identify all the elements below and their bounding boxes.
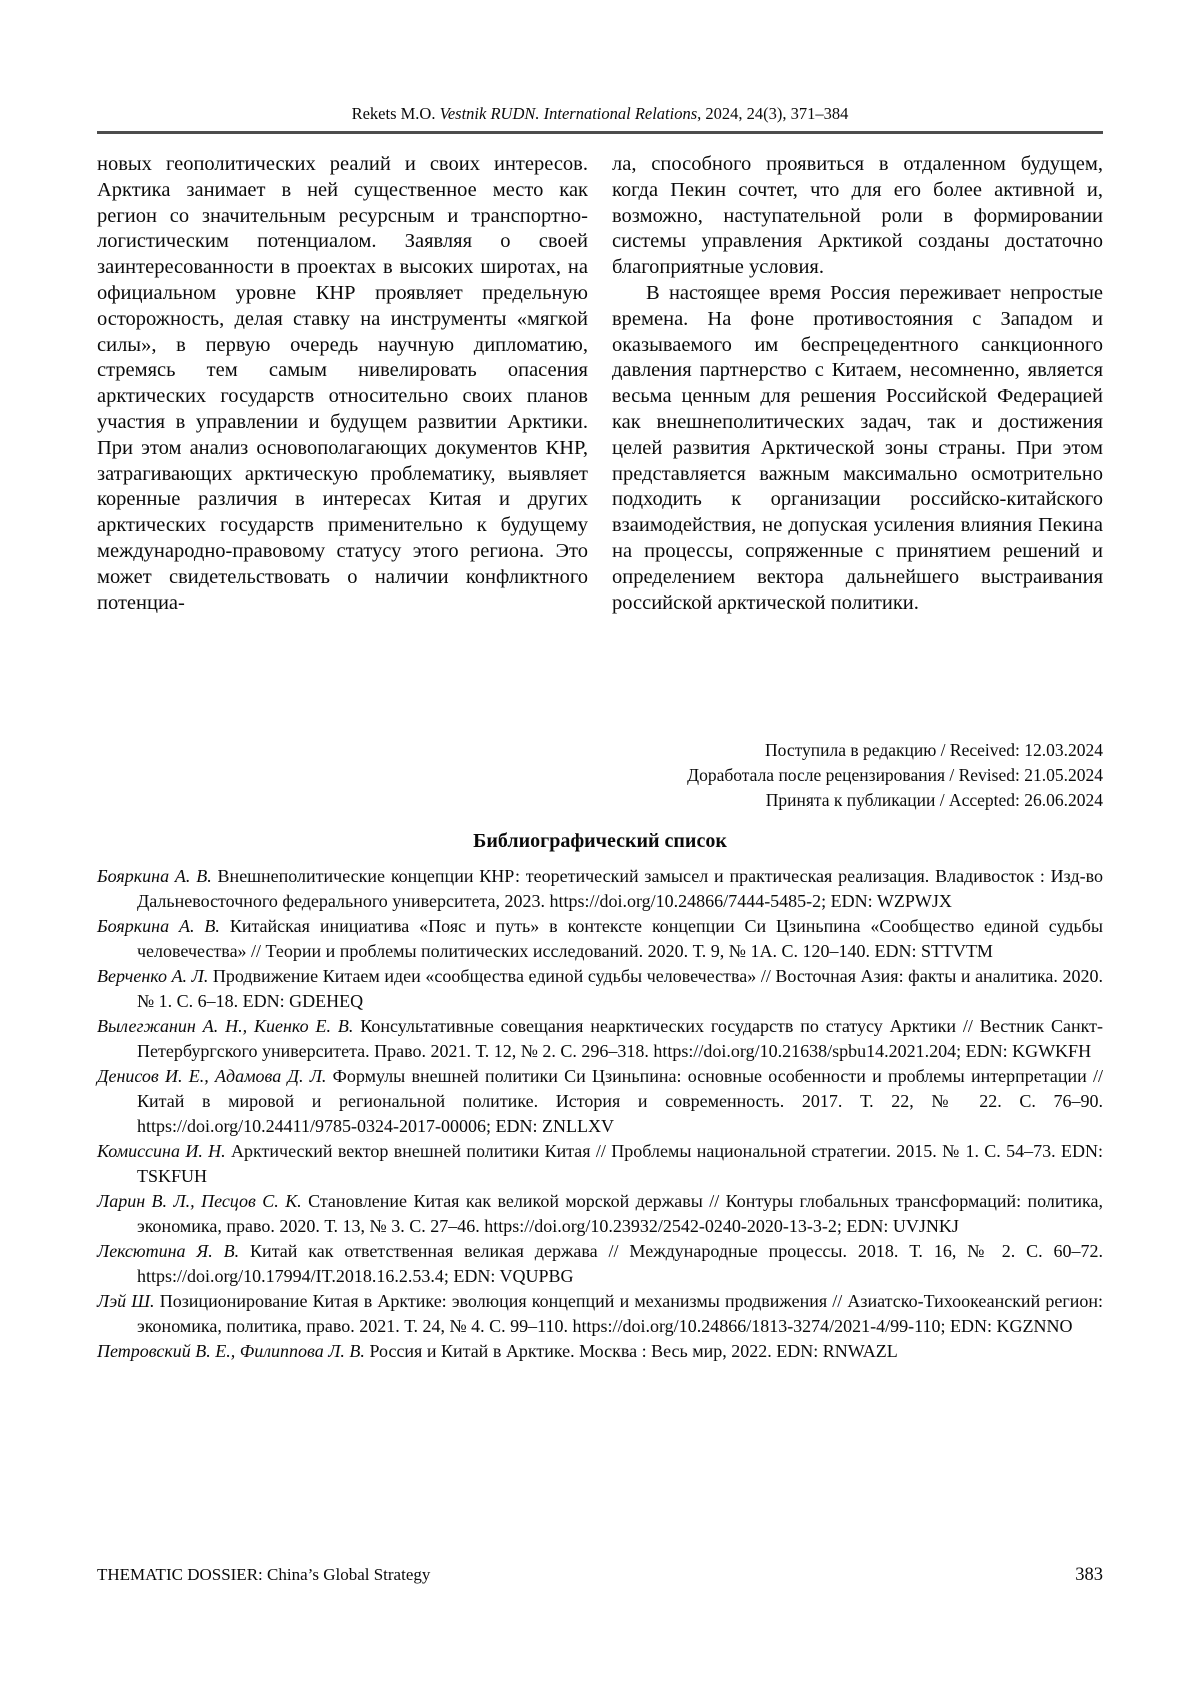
revised-line: Доработала после рецензирования / Revised: 21.05.2024 (687, 765, 1103, 785)
bibliography-entry (97, 1064, 1103, 1139)
bib-entry-authors: Денисов И. Е., Адамова Д. Л. (97, 1066, 327, 1086)
bibliography-entry (97, 914, 1103, 964)
bib-entry-authors: Бояркина А. В. (97, 916, 220, 936)
bib-entry-text: Арктический вектор внешней политики Китая // Проблемы национальной стратегии. 2015. № 1. С. 54–73. EDN: TSKFUH (137, 1141, 1103, 1186)
body-paragraph-end: ла, способного проявиться в отдаленном будущем, когда Пекин сочтет, что для его более активной и, возможно, наступательной роли в формировании системы управления Арктикой созданы достаточно благоприятные условия. (612, 153, 1103, 279)
running-header-issue-info: , 2024, 24(3), 371–384 (697, 104, 849, 123)
running-header (97, 104, 1103, 124)
bib-entry-authors: Лексютина Я. В. (97, 1241, 240, 1261)
bib-entry-text: Позиционирование Китая в Арктике: эволюция концепций и механизмы продвижения // Азиатско-Тихоокеанский регион: экономика, политика, право. 2021. Т. 24, № 4. С. 99–110. https://doi.org/10.24866/1813-3274/2021-4/99-110; EDN: KGZNNO (137, 1291, 1103, 1336)
right-column (612, 152, 1103, 616)
bib-entry-text: Китайская инициатива «Пояс и путь» в контексте концепции Си Цзиньпина «Сообщество единой судьбы человечества» // Теории и проблемы политических исследований. 2020. Т. 9, № 1А. С. 120–140. EDN: STTVTM (137, 916, 1103, 961)
bibliography-entry (97, 1339, 1103, 1364)
bib-entry-text: Россия и Китай в Арктике. Москва : Весь мир, 2022. EDN: RNWAZL (364, 1341, 898, 1361)
bibliography-entry (97, 1139, 1103, 1189)
bibliography-entry (97, 1239, 1103, 1289)
bibliography-entry (97, 964, 1103, 1014)
bibliography-entry (97, 1189, 1103, 1239)
bib-entry-text: Формулы внешней политики Си Цзиньпина: основные особенности и проблемы интерпретации // Китай в мировой и региональной политике. История и современность. 2017. Т. 22, № 22. С. 76–90. https://doi.org/10.24411/9785-0324-2017-00006; EDN: ZNLLXV (137, 1066, 1103, 1136)
bib-entry-authors: Бояркина А. В. (97, 866, 212, 886)
bibliography-entry (97, 1289, 1103, 1339)
bib-entry-text: Консультативные совещания неарктических государств по статусу Арктики // Вестник Санкт-Петербургского университета. Право. 2021. Т. 12, № 2. С. 296–318. https://doi.org/10.21638/spbu14.2021.204; EDN: KGWKFH (137, 1016, 1103, 1061)
bib-entry-text: Китай как ответственная великая держава // Международные процессы. 2018. Т. 16, № 2. С. 60–72. https://doi.org/10.17994/IT.2018.16.2.53.4; EDN: VQUPBG (137, 1241, 1103, 1286)
dates-block (97, 738, 1103, 813)
bibliography-list (97, 864, 1103, 1364)
page-number: 383 (1075, 1565, 1103, 1585)
bib-entry-authors: Лэй Ш. (97, 1291, 155, 1311)
accepted-line: Принята к публикации / Accepted: 26.06.2024 (765, 790, 1103, 810)
bib-entry-authors: Вылегжанин А. Н., Киенко Е. В. (97, 1016, 354, 1036)
body-paragraph-new: В настоящее время Россия переживает непростые времена. На фоне противостояния с Западом и оказываемого им беспрецедентного санкционного давления партнерство с Китаем, несомненно, является весьма ценным для решения Российской Федерацией как внешнеполитических задач, так и достижения целей развития Арктической зоны страны. При этом представляется важным максимально осмотрительно подходить к организации российско-китайского взаимодействия, не допуская усиления влияния Пекина на процессы, сопряженные с принятием решений и определением вектора дальнейшего выстраивания российской арктической политики. (612, 281, 1103, 614)
bib-entry-text: Становление Китая как великой морской державы // Контуры глобальных трансформаций: политика, экономика, право. 2020. Т. 13, № 3. С. 27–46. https://doi.org/10.23932/2542-0240-2020-13-3-2; EDN: UVJNKJ (137, 1191, 1103, 1236)
running-header-author: Rekets M.O. (351, 104, 440, 123)
bib-entry-authors: Комиссина И. Н. (97, 1141, 226, 1161)
footer-section-title: THEMATIC DOSSIER: China’s Global Strategy (97, 1565, 431, 1584)
bib-entry-authors: Ларин В. Л., Песцов С. К. (97, 1191, 302, 1211)
journal-title: Vestnik RUDN. International Relations (439, 104, 698, 123)
page-footer (97, 1565, 1103, 1586)
received-line: Поступила в редакцию / Received: 12.03.2024 (765, 740, 1103, 760)
left-column (97, 152, 588, 616)
bib-entry-text: Внешнеполитические концепции КНР: теоретический замысел и практическая реализация. Владивосток : Изд-во Дальневосточного федерального университета, 2023. https://doi.org/10.24866/7444-5485-2; EDN: WZPWJX (137, 866, 1103, 911)
bib-entry-authors: Верченко А. Л. (97, 966, 209, 986)
body-paragraph-continuation: новых геополитических реалий и своих интересов. Арктика занимает в ней существенное место как регион со значительным ресурсным и транспортно-логистическим потенциалом. Заявляя о своей заинтересованности в проектах в высоких широтах, на официальном уровне КНР проявляет предельную осторожность, делая ставку на инструменты «мягкой силы», в первую очередь научную дипломатию, стремясь тем самым нивелировать опасения арктических государств относительно своих планов участия в управлении и будущем развитии Арктики. При этом анализ основополагающих документов КНР, затрагивающих арктическую проблематику, выявляет коренные различия в интересах Китая и других арктических государств применительно к будущему международно-правовому статусу этого региона. Это может свидетельствовать о наличии конфликтного потенциа- (97, 153, 588, 614)
bibliography-entry (97, 1014, 1103, 1064)
article-body (97, 152, 1103, 616)
bibliography-entry (97, 864, 1103, 914)
header-rule (97, 131, 1103, 134)
bibliography-heading: Библиографический список (473, 830, 727, 852)
bib-entry-text: Продвижение Китаем идеи «сообщества единой судьбы человечества» // Восточная Азия: факты и аналитика. 2020. № 1. С. 6–18. EDN: GDEHEQ (137, 966, 1103, 1011)
bib-entry-authors: Петровский В. Е., Филиппова Л. В. (97, 1341, 365, 1361)
